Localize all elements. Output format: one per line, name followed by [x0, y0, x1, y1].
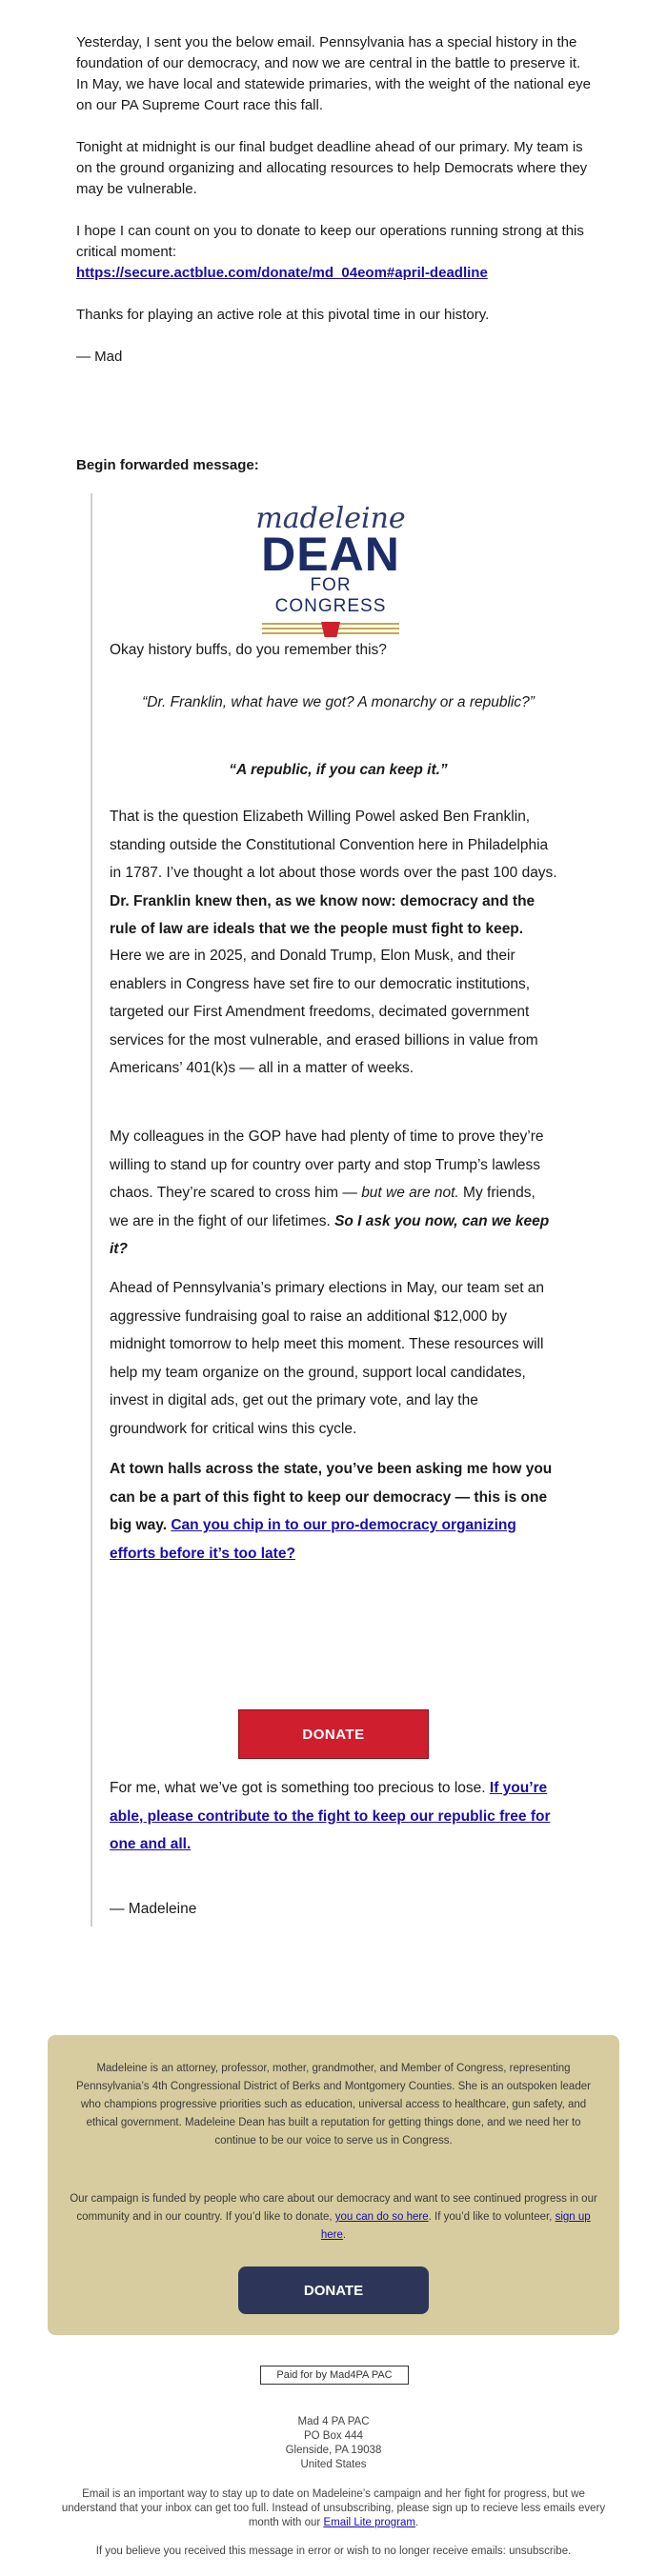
footer-donate-button[interactable]: DONATE: [238, 2266, 429, 2314]
paid-for-disclaimer: Paid for by Mad4PA PAC: [260, 2366, 409, 2385]
forwarded-message-header: Begin forwarded message:: [76, 457, 259, 473]
footer-funded-note: [69, 2190, 598, 2245]
fwd-paragraph-7: [110, 1774, 557, 1859]
footer-bio: Madeleine is an attorney, professor, mother, grandmother, and Member of Congress, representing Pennsylvania’s 4th Congressional District of Berks and Montgomery Counties. She is an outspoken leader who champions progressive priorities such as education, universal access to healthcare, gun safety, and ethical government. Madeleine Dean has built a reputation for getting things done, and we need her to continue to be our voice to serve us in Congress.: [76, 2063, 591, 2147]
fwd-paragraph-2-bold: Dr. Franklin knew then, as we know now: democracy and the rule of law are ideals that we the people must fight to keep.: [110, 892, 536, 937]
fwd-paragraph-4-bold-italic: So I ask you now, can we keep it?: [110, 1212, 550, 1257]
keystone-icon: [321, 622, 340, 637]
intro-section: [76, 32, 591, 368]
unsubscribe-note[interactable]: If you believe you received this message in error or wish to no longer receive emails: unsubscribe.: [95, 2546, 572, 2557]
madeleine-dean-logo: [254, 502, 407, 638]
fwd-paragraph-2-text: That is the question Elizabeth Willing Powel asked Ben Franklin, standing outside the Constitutional Convention here in Philadelphia in 1787. I’ve thought a lot about those words over the past 100 days.: [110, 809, 557, 881]
fwd-paragraph-2: [110, 803, 557, 944]
intro-paragraph-3-text: I hope I can count on you to donate to keep our operations running strong at this critical moment:: [76, 223, 584, 260]
address-line: PO Box 444: [303, 2430, 363, 2442]
fwd-paragraph-5: Ahead of Pennsylvania’s primary elections in May, our team set an aggressive fundraising goal to raise an additional $12,000 by midnight tomorrow to help meet this moment. These resources will help my team organize on the ground, support local candidates, invest in digital ads, get out the primary vote, and lay the groundwork for critical wins this cycle.: [110, 1280, 545, 1437]
logo-first-name: madeleine: [255, 502, 406, 535]
email-lite-note: [57, 2487, 610, 2530]
logo-last-name: DEAN: [261, 528, 400, 581]
fwd-signature: — Madeleine: [110, 1901, 197, 1917]
email-lite-link[interactable]: Email Lite program: [323, 2517, 415, 2528]
intro-signature: — Mad: [76, 349, 123, 365]
footer-funded-text-2: . If you’d like to volunteer,: [428, 2211, 556, 2223]
intro-paragraph-4: Thanks for playing an active role at this pivotal time in our history.: [76, 307, 490, 323]
footer-info-box: [48, 2035, 619, 2335]
address-line: Glenside, PA 19038: [285, 2445, 382, 2456]
email-lite-text-2: .: [414, 2517, 419, 2528]
logo-subtitle: FOR CONGRESS: [274, 575, 387, 616]
fwd-paragraph-7-text: For me, what we’ve got is something too precious to lose.: [110, 1780, 490, 1796]
email-lite-text: Email is an important way to stay up to date on Madeleine’s campaign and her fight for progress, but we understand that your inbox can get too full. Instead of unsubscribing, please sign up to recieve less emails every month with our: [61, 2488, 606, 2528]
chip-in-link[interactable]: Can you chip in to our pro-democracy organizing efforts before it’s too late?: [110, 1517, 516, 1562]
franklin-answer-quote: “A republic, if you can keep it.”: [229, 762, 448, 778]
contribute-link[interactable]: If you’re able, please contribute to the fight to keep our republic free for one and all.: [110, 1780, 551, 1852]
footer-funded-text-3: .: [342, 2229, 347, 2241]
intro-paragraph-2: Tonight at midnight is our final budget deadline ahead of our primary. My team is on the ground organizing and allocating resources to help Democrats where they may be vulnerable.: [76, 139, 588, 197]
donate-button[interactable]: DONATE: [238, 1709, 429, 1759]
franklin-question-quote: “Dr. Franklin, what have we got? A monarchy or a republic?”: [142, 694, 535, 710]
fwd-paragraph-4-text: My colleagues in the GOP have had plenty of time to prove they’re willing to stand up for country over party and stop Trump’s lawless chaos. They’re scared to cross him —: [110, 1128, 544, 1201]
donate-here-link[interactable]: you can do so here: [334, 2211, 429, 2223]
fwd-paragraph-6: [110, 1455, 557, 1568]
forwarded-message: [91, 493, 567, 1927]
fwd-paragraph-1: Okay history buffs, do you remember this?: [110, 642, 387, 658]
actblue-donate-link[interactable]: https://secure.actblue.com/donate/md_04eom#april-deadline: [76, 265, 488, 281]
address-line: United States: [300, 2459, 367, 2470]
address-line: Mad 4 PA PAC: [297, 2416, 370, 2427]
mailing-address: [0, 2415, 667, 2472]
volunteer-signup-link[interactable]: sign up here: [320, 2211, 591, 2241]
intro-paragraph-1: Yesterday, I sent you the below email. Pennsylvania has a special history in the foundation of our democracy, and now we are central in the battle to preserve it. In May, we have local and statewide primaries, with the weight of the national eye on our PA Supreme Court race this fall.: [76, 34, 592, 113]
fwd-paragraph-3: Here we are in 2025, and Donald Trump, Elon Musk, and their enablers in Congress have set fire to our democratic institutions, targeted our First Amendment freedoms, decimated government services for the most vulnerable, and erased billions in value from Americans’ 401(k)s — all in a matter of weeks.: [110, 948, 538, 1076]
fwd-paragraph-4-text-2: My friends, we are in the fight of our lifetimes.: [110, 1185, 536, 1229]
logo-keystone-lines: [254, 619, 407, 638]
footer-funded-text: Our campaign is funded by people who care about our democracy and want to see continued progress in our community and in our country. If you’d like to donate,: [70, 2193, 597, 2223]
fwd-paragraph-4: [110, 1123, 557, 1264]
intro-paragraph-3: [76, 221, 591, 284]
fwd-paragraph-4-italic: but we are not.: [361, 1185, 459, 1201]
fwd-paragraph-6-bold: At town halls across the state, you’ve been asking me how you can be a part of this fight to keep our democracy — this is one big way.: [110, 1461, 553, 1533]
